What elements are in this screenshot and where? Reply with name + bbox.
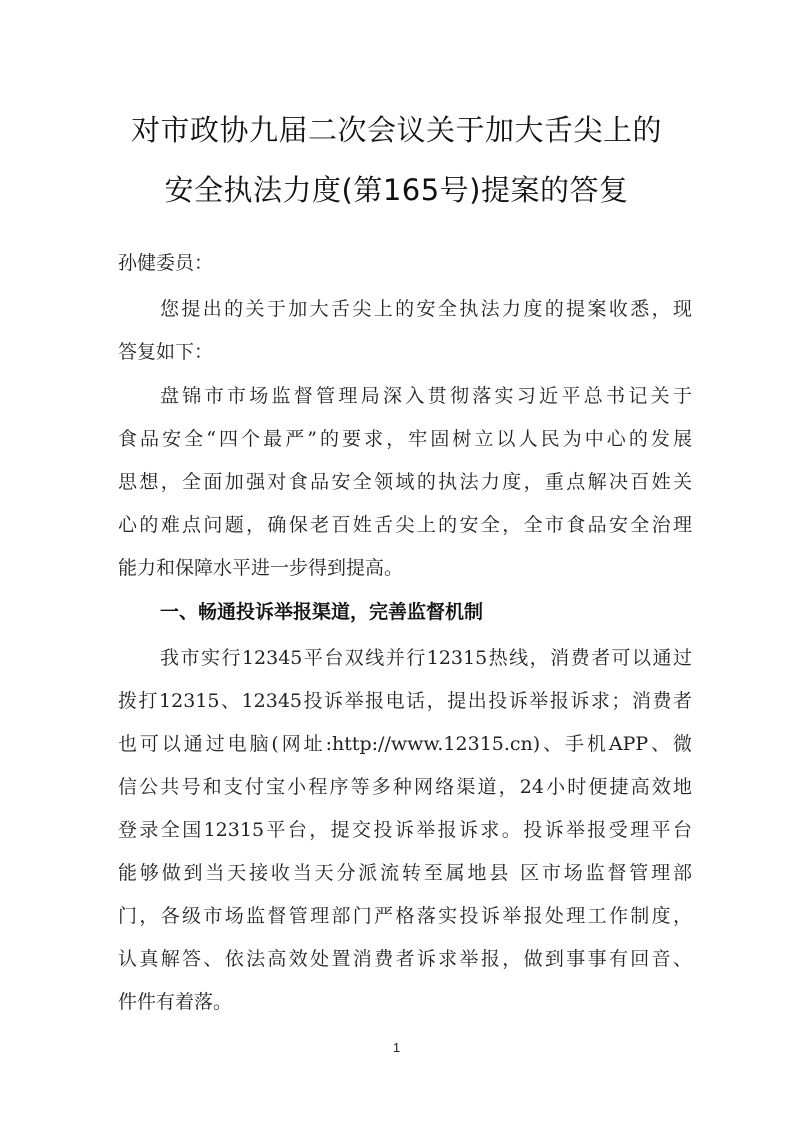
salutation: 孙健委员： bbox=[118, 252, 214, 274]
paragraph-3-line-8: 认真解答、依法高效处置消费者诉求举报，做到事事有回音、 bbox=[118, 948, 692, 970]
page-number: 1 bbox=[392, 1040, 401, 1055]
paragraph-2-line-5: 能力和保障水平进一步得到提高。 bbox=[118, 557, 404, 579]
document-title bbox=[60, 100, 733, 220]
paragraph-2-line-2: 食品安全“四个最严”的要求，牢固树立以人民为中心的发展 bbox=[118, 428, 692, 450]
title-line-2: 安全执法力度(第165号)提案的答复 bbox=[164, 173, 629, 207]
paragraph-2-line-3: 思想，全面加强对食品安全领域的执法力度，重点解决百姓关 bbox=[118, 471, 692, 493]
paragraph-3-line-3: 也可以通过电脑(网址:http://www.12315.cn)、手机APP、微 bbox=[118, 733, 692, 755]
paragraph-3-line-5: 登录全国12315平台，提交投诉举报诉求。投诉举报受理平台 bbox=[118, 819, 692, 841]
paragraph-3-line-4: 信公共号和支付宝小程序等多种网络渠道，24小时便捷高效地 bbox=[118, 776, 692, 798]
paragraph-3-line-9: 件件有着落。 bbox=[118, 991, 233, 1013]
paragraph-1-line-1: 您提出的关于加大舌尖上的安全执法力度的提案收悉，现 bbox=[160, 298, 692, 320]
paragraph-3-line-1: 我市实行12345平台双线并行12315热线，消费者可以通过 bbox=[160, 647, 692, 669]
section-heading-1: 一、畅通投诉举报渠道，完善监督机制 bbox=[160, 601, 484, 623]
title-line-1: 对市政协九届二次会议关于加大舌尖上的 bbox=[130, 113, 662, 147]
paragraph-2-line-1: 盘锦市市场监督管理局深入贯彻落实习近平总书记关于 bbox=[160, 385, 692, 407]
paragraph-1-line-2: 答复如下： bbox=[118, 341, 214, 363]
paragraph-3-line-7: 门，各级市场监督管理部门严格落实投诉举报处理工作制度， bbox=[118, 905, 692, 927]
paragraph-3-line-6: 能够做到当天接收当天分派流转至属地县 区市场监督管理部 bbox=[118, 862, 692, 884]
paragraph-2-line-4: 心的难点问题，确保老百姓舌尖上的安全，全市食品安全治理 bbox=[118, 514, 692, 536]
paragraph-3-line-2: 拨打12315、12345投诉举报电话，提出投诉举报诉求；消费者 bbox=[118, 690, 692, 712]
